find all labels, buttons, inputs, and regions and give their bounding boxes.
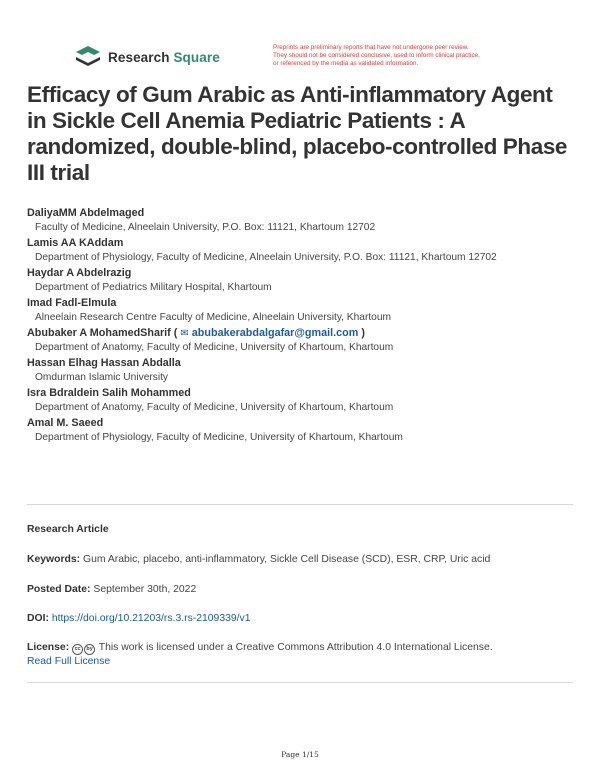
license xyxy=(27,641,575,669)
posted-date-value: September 30th, 2022 xyxy=(93,584,197,595)
author-email-link[interactable]: abubakerabdalgafar@gmail.com xyxy=(191,327,359,339)
notice-line: or referenced by the media as validated information. xyxy=(273,60,419,68)
author-name-with-email xyxy=(27,326,587,341)
notice-line: They should not be considered conclusive, used to inform clinical practice, xyxy=(273,52,480,60)
license-text: This work is licensed under a Creative Commons Attribution 4.0 International License. xyxy=(98,642,493,653)
author-list xyxy=(27,206,587,446)
author-entry xyxy=(27,386,587,416)
divider xyxy=(27,504,573,505)
author-affiliation: Department of Physiology, Faculty of Medicine, Alneelain University, P.O. Box: 11121, Khartoum 12702 xyxy=(35,251,497,263)
author-name: Amal M. Saeed xyxy=(27,417,104,429)
research-square-logo[interactable] xyxy=(74,46,220,68)
logo-text: Research Square xyxy=(108,49,220,65)
author-entry xyxy=(27,326,587,356)
author-entry xyxy=(27,206,587,236)
author-name: Isra Bdraldein Salih Mohammed xyxy=(27,387,191,399)
author-affiliation: Department of Anatomy, Faculty of Medicine, University of Khartoum, Khartoum xyxy=(35,401,394,413)
author-name: DaliyaMM Abdelmaged xyxy=(27,207,145,219)
author-affiliation: Department of Physiology, Faculty of Medicine, University of Khartoum, Khartoum xyxy=(35,431,403,443)
author-name: Lamis AA KAddam xyxy=(27,237,124,249)
author-entry xyxy=(27,236,587,266)
author-entry xyxy=(27,266,587,296)
read-full-license-link[interactable]: Read Full License xyxy=(27,656,111,667)
paper-title: Efficacy of Gum Arabic as Anti-inflammatory Agent in Sickle Cell Anemia Pediatric Patients : A randomized, double-blind, placebo-controlled Phase III trial xyxy=(27,82,568,185)
keywords xyxy=(27,553,575,567)
keywords-value: Gum Arabic, placebo, anti-inflammatory, Sickle Cell Disease (SCD), ESR, CRP, Uric acid xyxy=(83,554,491,565)
page-number: Page 1/15 xyxy=(281,750,319,759)
email-open-paren: ( xyxy=(173,327,178,339)
author-affiliation: Department of Pediatrics Military Hospital, Khartoum xyxy=(35,281,272,293)
article-type: Research Article xyxy=(27,524,109,535)
notice-line: Preprints are preliminary reports that have not undergone peer review. xyxy=(273,44,469,51)
preprint-notice xyxy=(273,44,573,69)
posted-date xyxy=(27,583,575,597)
author-name: Imad Fadl-Elmula xyxy=(27,297,117,309)
posted-date-label: Posted Date: xyxy=(27,584,91,595)
author-affiliation: Faculty of Medicine, Alneelain University, P.O. Box: 11121, Khartoum 12702 xyxy=(35,221,376,233)
license-label: License: xyxy=(27,642,70,653)
header xyxy=(74,44,574,74)
attribution-icon: by xyxy=(84,644,95,655)
doi-label: DOI: xyxy=(27,613,49,624)
author-name: Hassan Elhag Hassan Abdalla xyxy=(27,357,181,369)
author-name: Haydar A Abdelrazig xyxy=(27,267,132,279)
author-affiliation: Department of Anatomy, Faculty of Medicine, University of Khartoum, Khartoum xyxy=(35,341,394,353)
doi-link[interactable]: https://doi.org/10.21203/rs.3.rs-2109339/v1 xyxy=(51,613,251,624)
author-name: Abubaker A MohamedSharif xyxy=(27,327,171,339)
author-entry xyxy=(27,356,587,386)
author-entry xyxy=(27,416,587,446)
research-square-logo-icon xyxy=(74,46,102,68)
author-affiliation: Alneelain Research Centre Faculty of Medicine, Alneelain University, Khartoum xyxy=(35,311,391,323)
divider xyxy=(27,682,573,683)
author-affiliation: Omdurman Islamic University xyxy=(35,371,169,383)
author-entry xyxy=(27,296,587,326)
keywords-label: Keywords: xyxy=(27,554,81,565)
email-close-paren: ) xyxy=(361,327,365,339)
creative-commons-icon: cc xyxy=(72,644,83,655)
envelope-icon: ✉ xyxy=(180,328,189,339)
doi xyxy=(27,612,575,626)
